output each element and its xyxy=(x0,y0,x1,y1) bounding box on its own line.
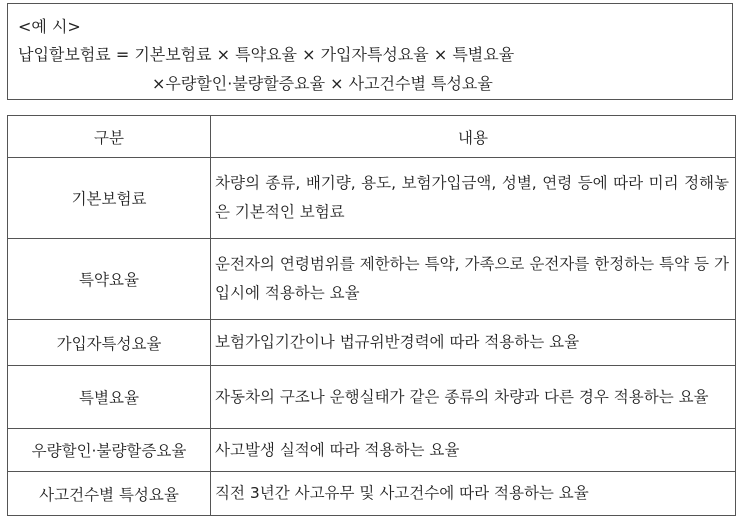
row-term: 기본보험료 xyxy=(8,158,211,239)
formula-line-1: 납입할보험료 = 기본보험료 × 특약요율 × 가입자특성요율 × 특별요율 xyxy=(18,45,515,64)
example-header: <예 시> xyxy=(18,17,81,36)
table-header-row xyxy=(8,116,736,158)
row-description: 자동차의 구조나 운행실태가 같은 종류의 차량과 다른 경우 적용하는 요율 xyxy=(211,366,736,429)
row-term: 사고건수별 특성요율 xyxy=(8,472,211,516)
table-row xyxy=(8,239,736,320)
table-row xyxy=(8,320,736,366)
formula-line-2: ×우량할인·불량할증요율 × 사고건수별 특성요율 xyxy=(152,74,493,93)
row-term: 특별요율 xyxy=(8,366,211,429)
row-description: 보험가입기간이나 법규위반경력에 따라 적용하는 요율 xyxy=(211,320,736,366)
table-row xyxy=(8,429,736,472)
row-description: 차량의 종류, 배기량, 용도, 보험가입금액, 성별, 연령 등에 따라 미리 정해놓은 기본적인 보험료 xyxy=(211,158,736,239)
column-header-category: 구분 xyxy=(8,116,211,158)
example-box xyxy=(7,3,733,100)
row-term: 우량할인·불량할증요율 xyxy=(8,429,211,472)
row-term: 가입자특성요율 xyxy=(8,320,211,366)
row-term: 특약요율 xyxy=(8,239,211,320)
row-description: 직전 3년간 사고유무 및 사고건수에 따라 적용하는 요율 xyxy=(211,472,736,516)
row-description: 운전자의 연령범위를 제한하는 특약, 가족으로 운전자를 한정하는 특약 등 가입시에 적용하는 요율 xyxy=(211,239,736,320)
table-row xyxy=(8,158,736,239)
row-description: 사고발생 실적에 따라 적용하는 요율 xyxy=(211,429,736,472)
table-row xyxy=(8,472,736,516)
table-row xyxy=(8,366,736,429)
column-header-content: 내용 xyxy=(211,116,736,158)
rate-table xyxy=(7,115,736,516)
